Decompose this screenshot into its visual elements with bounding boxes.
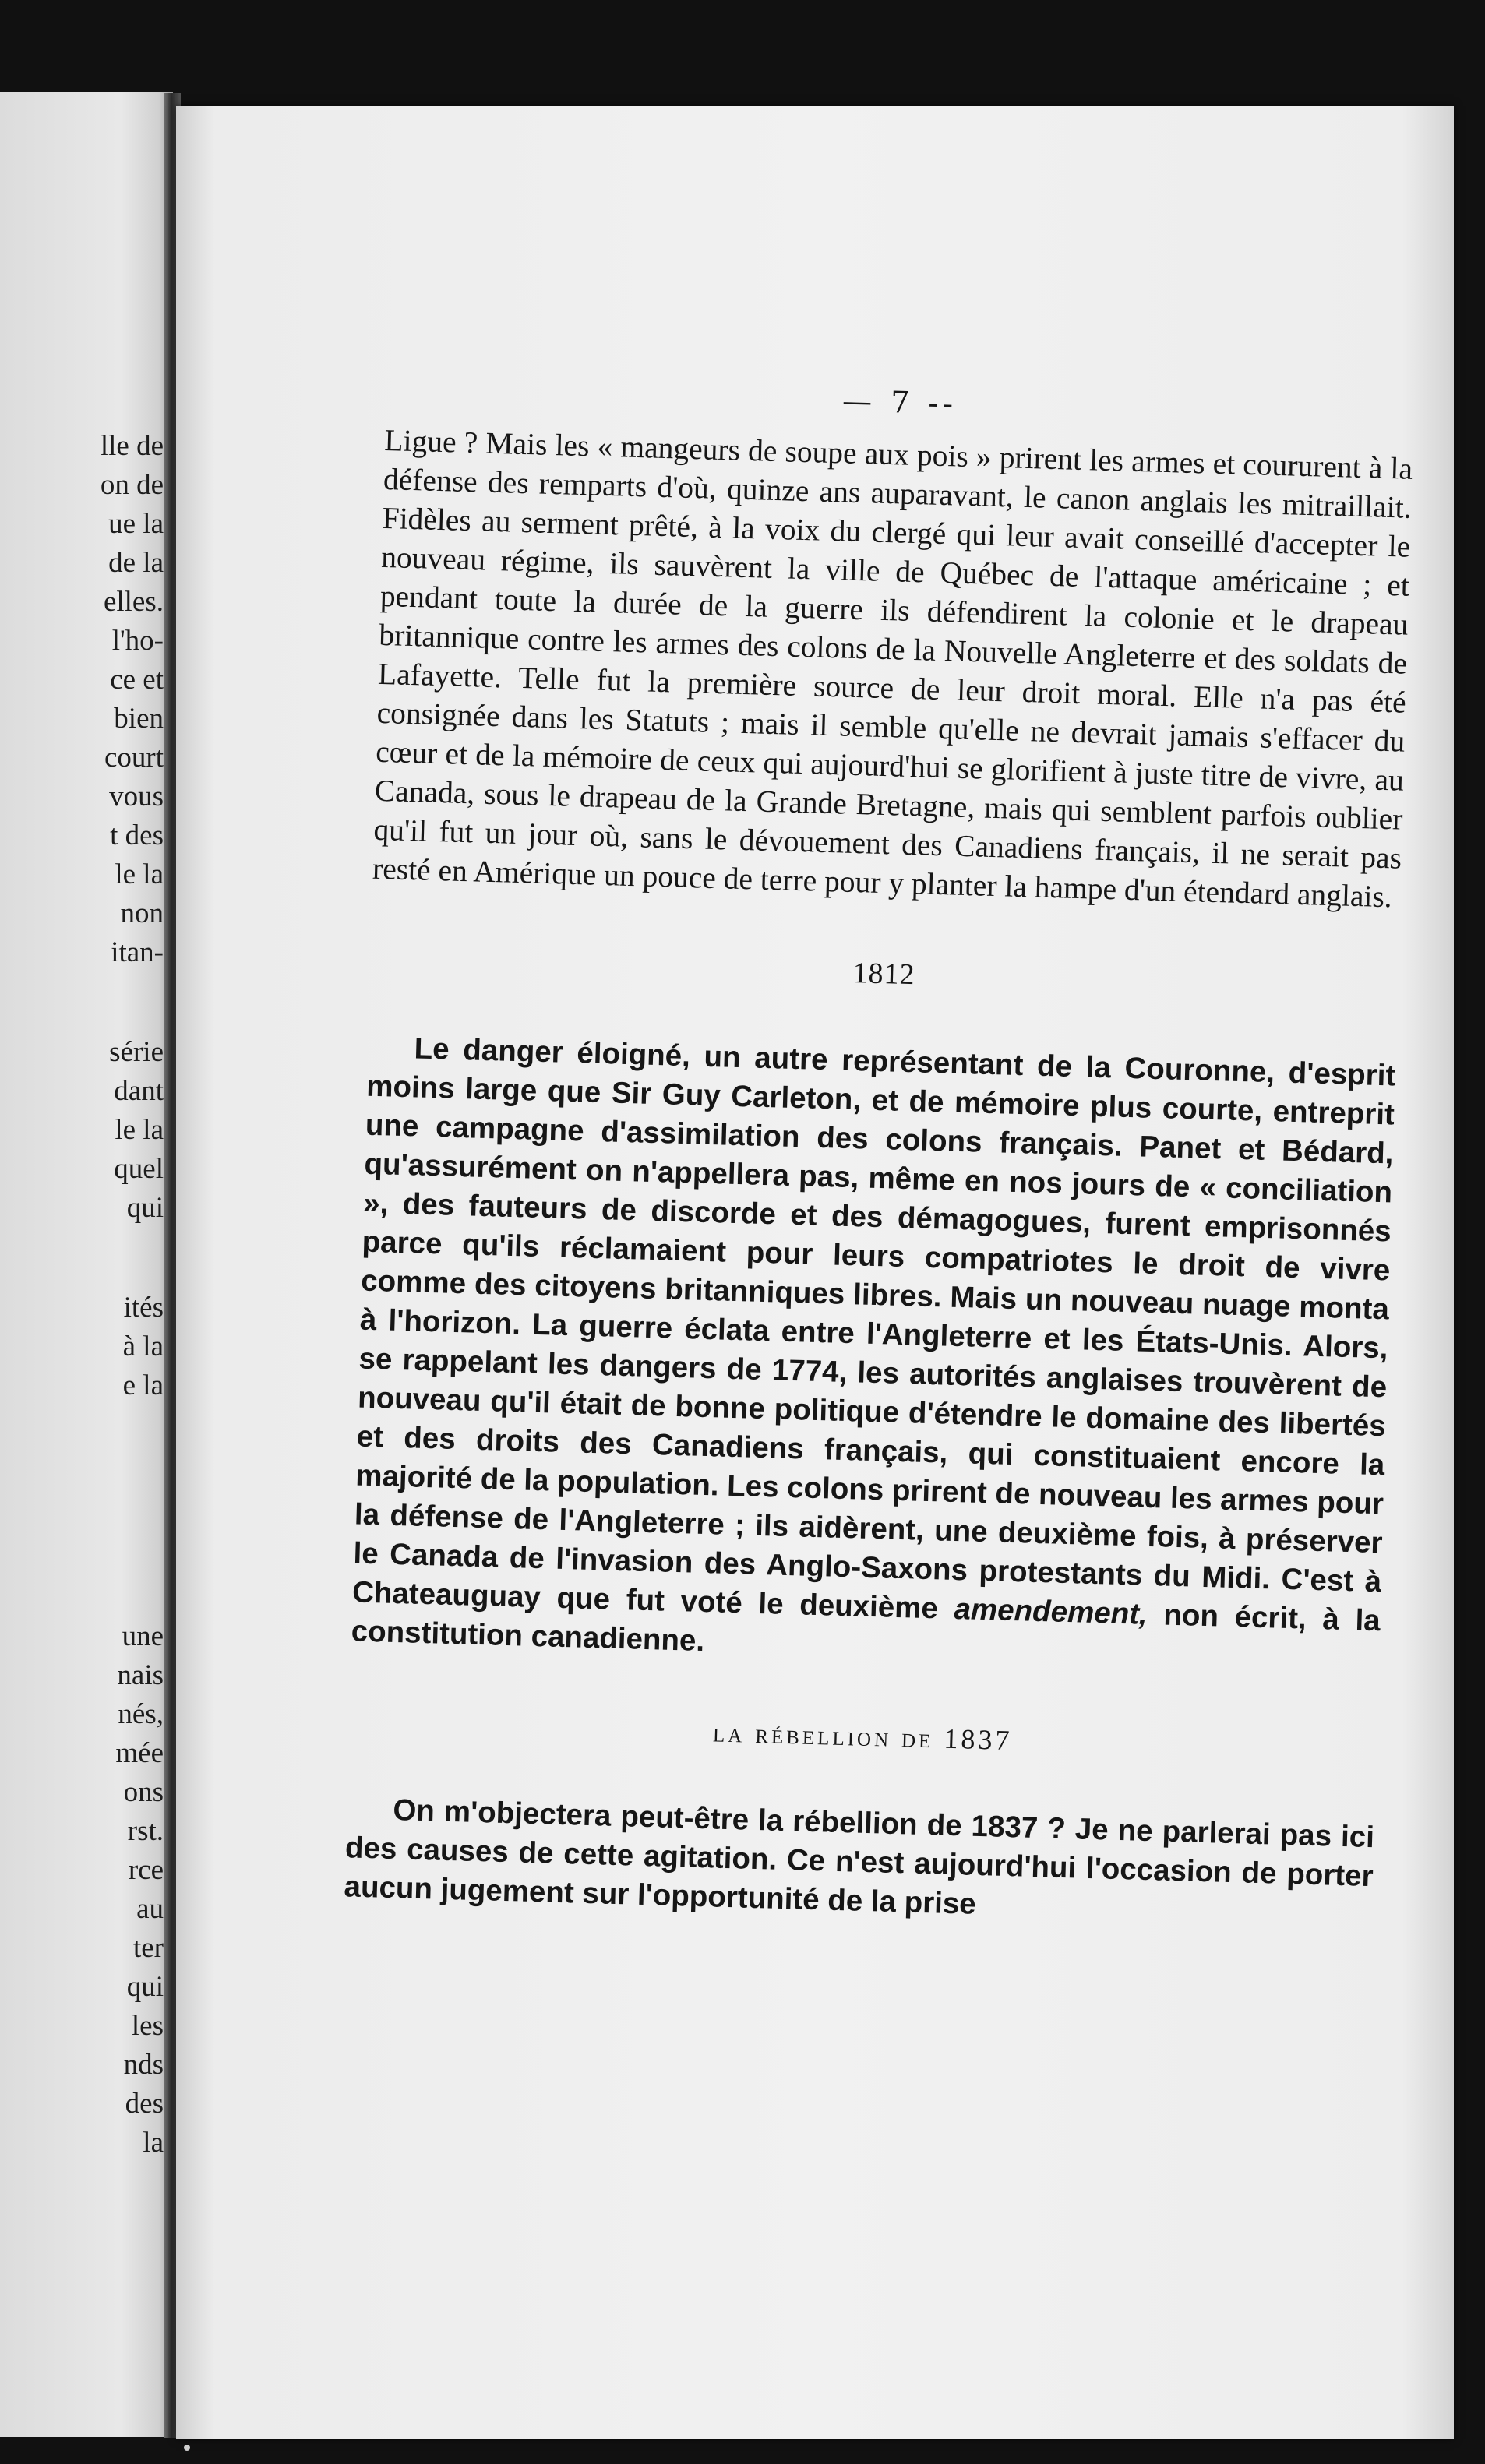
paragraph-danger-eloigne xyxy=(351,1028,1396,1680)
previous-page-line: de la xyxy=(108,547,164,579)
previous-page-line: elles. xyxy=(103,586,164,618)
previous-page-line: ités xyxy=(123,1292,164,1324)
previous-page-line: nais xyxy=(117,1659,164,1691)
previous-page-line: au xyxy=(136,1893,164,1925)
page-number: — 7 -- xyxy=(841,383,958,421)
paragraph-text-end: non écrit, à la constitution canadienne. xyxy=(351,1598,1381,1659)
previous-page-line: des xyxy=(125,2088,164,2120)
previous-page-line: bien xyxy=(114,703,164,735)
scan-speck xyxy=(184,2445,190,2451)
paragraph-rebellion: On m'objectera peut-être la rébellion de 1837 ? Je ne parlerai pas ici des causes de cette agitation. Ce n'est aujourd'hui l'occasion de porter aucun jugement sur l'opportunité de la prise xyxy=(344,1792,1375,1921)
previous-page-line: l'ho- xyxy=(111,625,164,657)
paragraph-text: Le danger éloigné, un autre représentant de la Couronne, d'esprit moins large que Sir Guy Carleton, et de mémoire plus courte, entreprit une campagne d'assimilation des colons français. Panet et Bédard, qu'assurément on n'appellera pas, même en nos jours de « conciliation », des fauteurs de discorde et des démagogues, furent emprisonnés parce qu'ils réclamaient pour leurs compatriotes le droit de vivre comme des citoyens britanniques libres. Mais un nouveau nuage monta à l'horizon. La guerre éclata entre l'Angleterre et les États-Unis. Alors, se rappelant les dangers de 1774, les autorités anglaises trouvèrent de nouveau qu'il était de bonne politique d'étendre le domaine des libertés et des droits des Canadiens français, qui constituaient encore la majorité de la population. Les colons prirent de nouveau les armes pour la défense de l'Angleterre ; ils aidèrent, une deuxième fois, à préserver le Canada de l'invasion des Anglo-Saxons protestants du Midi. C'est à Chateauguay que fut voté le deuxième xyxy=(351,1031,1396,1626)
previous-page-line: vous xyxy=(109,781,164,813)
previous-page-line: le la xyxy=(115,1114,164,1146)
emphasis-amendement: amendement, xyxy=(954,1592,1148,1631)
previous-page-line: on de xyxy=(100,469,164,501)
previous-page-line: la xyxy=(143,2127,164,2159)
previous-page-line: lle de xyxy=(100,430,164,462)
previous-page-line: qui xyxy=(126,1192,164,1224)
section-1812 xyxy=(344,1028,1396,1935)
previous-page-fragment xyxy=(0,92,173,2437)
previous-page-line: ons xyxy=(123,1776,164,1808)
previous-page-line: nés, xyxy=(118,1698,164,1730)
previous-page-line: le la xyxy=(115,858,164,890)
previous-page-line: une xyxy=(122,1620,164,1652)
previous-page-line: non xyxy=(120,897,164,929)
previous-page-line: rce xyxy=(128,1854,164,1886)
section-heading-1812: 1812 xyxy=(852,957,916,992)
line-gap xyxy=(0,1405,164,1617)
previous-page-line: nds xyxy=(123,2049,164,2081)
page-text-block xyxy=(344,371,1415,1935)
previous-page-line: ce et xyxy=(110,664,164,696)
previous-page-line: quel xyxy=(114,1153,164,1185)
line-gap xyxy=(0,972,164,1033)
previous-page-line: qui xyxy=(126,1971,164,2003)
previous-page-line: ue la xyxy=(108,508,164,540)
previous-page-line: t des xyxy=(110,820,164,851)
previous-page-line: mée xyxy=(115,1737,164,1769)
section-heading-rebellion-1837: la rébellion de 1837 xyxy=(712,1716,1014,1757)
current-page xyxy=(176,106,1454,2439)
previous-page-line: série xyxy=(109,1036,164,1068)
previous-page-line: e la xyxy=(122,1369,164,1401)
paragraph-ligue: Ligue ? Mais les « mangeurs de soupe aux pois » prirent les armes et coururent à la défense des remparts d'où, quinze ans auparavant, le canon anglais les mitraillait. Fidèles au serment prêté, à la voix du clergé qui leur avait conseillé d'accepter le nouveau régime, ils sauvèrent la ville de Québec de l'attaque américaine ; et pendant toute la durée de la guerre ils défendirent la colonie et le drapeau britannique contre les armes des colons de la Nouvelle Angleterre et des soldats de Lafayette. Telle fut la première source de leur droit moral. Elle n'a pas été consignée dans les Statuts ; mais il semble qu'elle ne devrait jamais s'effacer du cœur et de la mémoire de ceux qui aujourd'hui se glorifient à juste titre de vivre, au Canada, sous le drapeau de la Grande Bretagne, mais qui semblent parfois oublier qu'il fut un jour où, sans le dévouement des Canadiens français, il ne serait pas resté en Amérique un pouce de terre pour y planter la hampe d'un étendard anglais. xyxy=(372,422,1413,915)
previous-page-line: itan- xyxy=(111,936,164,968)
previous-page-line: ter xyxy=(132,1932,164,1964)
previous-page-text xyxy=(0,427,164,2163)
previous-page-line: à la xyxy=(122,1331,164,1362)
previous-page-line: rst. xyxy=(127,1815,164,1847)
line-gap xyxy=(0,1228,164,1288)
previous-page-line: les xyxy=(131,2010,164,2042)
previous-page-line: court xyxy=(104,742,164,774)
previous-page-line: dant xyxy=(114,1075,164,1107)
